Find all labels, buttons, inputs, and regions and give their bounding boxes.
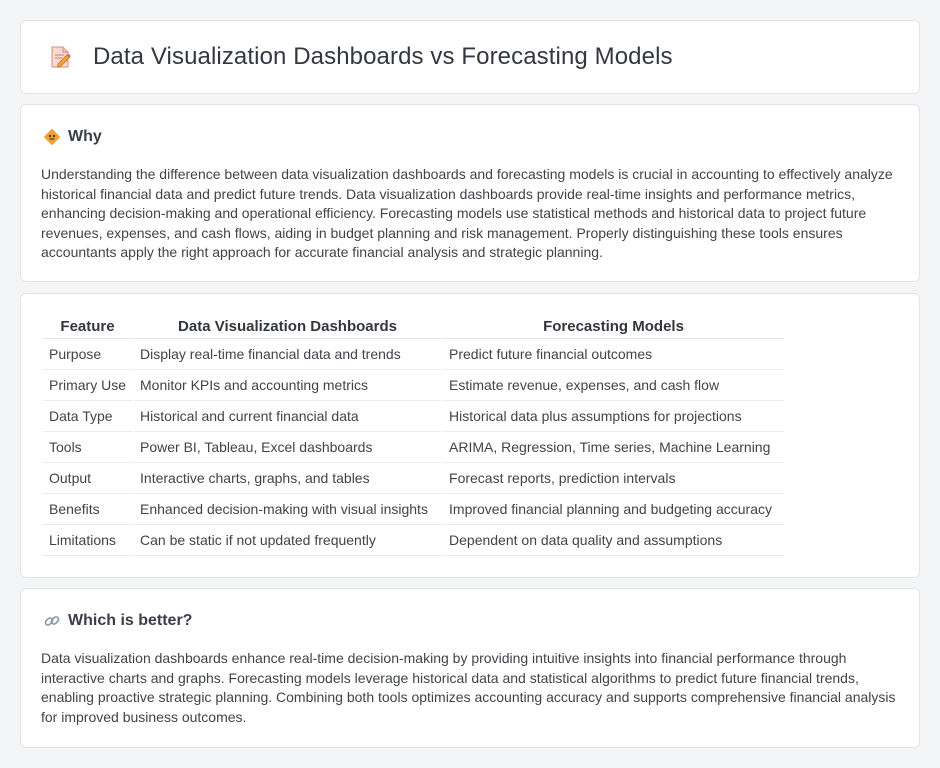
row-dashboards: Display real-time financial data and trends (133, 338, 442, 369)
table-row (43, 493, 784, 524)
row-forecasting: Estimate revenue, expenses, and cash flow (442, 369, 784, 400)
row-dashboards: Enhanced decision-making with visual insights (133, 493, 442, 524)
comparison-table (43, 314, 784, 556)
row-dashboards: Power BI, Tableau, Excel dashboards (133, 431, 442, 462)
why-heading: Why (68, 128, 102, 145)
page-title: Data Visualization Dashboards vs Forecasting Models (93, 43, 673, 70)
row-dashboards: Can be static if not updated frequently (133, 524, 442, 555)
link-icon (43, 612, 61, 630)
row-feature: Benefits (43, 493, 133, 524)
row-forecasting: ARIMA, Regression, Time series, Machine Learning (442, 431, 784, 462)
row-feature: Limitations (43, 524, 133, 555)
why-paragraph: Understanding the difference between data visualization dashboards and forecasting models is crucial in accounting to effectively analyze historical financial data and predict future trends. Data visualization dashboards provide real-time insights and performance metrics, enhancing decision-making and operational efficiency. Forecasting models use statistical methods and historical data to project future revenues, expenses, and cash flows, aiding in budget planning and risk management. Properly distinguishing these tools ensures accountants apply the right approach for accurate financial analysis and strategic planning. (41, 166, 893, 261)
row-dashboards: Historical and current financial data (133, 400, 442, 431)
table-row (43, 400, 784, 431)
why-card (20, 104, 920, 282)
which-better-card (20, 588, 920, 748)
row-forecasting: Improved financial planning and budgeting accuracy (442, 493, 784, 524)
row-forecasting: Predict future financial outcomes (442, 338, 784, 369)
document-pen-icon (47, 44, 73, 70)
header-feature: Feature (43, 314, 133, 338)
table-row (43, 462, 784, 493)
header-forecasting: Forecasting Models (442, 314, 784, 338)
row-feature: Primary Use (43, 369, 133, 400)
table-row (43, 431, 784, 462)
table-row (43, 338, 784, 369)
header-dashboards: Data Visualization Dashboards (133, 314, 442, 338)
diamond-sign-icon (43, 128, 61, 146)
better-heading: Which is better? (68, 612, 193, 629)
row-feature: Data Type (43, 400, 133, 431)
better-paragraph: Data visualization dashboards enhance real-time decision-making by providing intuitive insights into financial performance through interactive charts and graphs. Forecasting models leverage historical data and statistical algorithms to predict future financial trends, enabling proactive strategic planning. Combining both tools optimizes accounting accuracy and supports comprehensive financial analysis for improved business outcomes. (41, 650, 896, 725)
row-feature: Tools (43, 431, 133, 462)
row-forecasting: Dependent on data quality and assumptions (442, 524, 784, 555)
title-card (20, 20, 920, 94)
row-dashboards: Interactive charts, graphs, and tables (133, 462, 442, 493)
row-feature: Purpose (43, 338, 133, 369)
table-header-row (43, 314, 784, 338)
table-row (43, 369, 784, 400)
why-heading-row (21, 125, 919, 149)
row-dashboards: Monitor KPIs and accounting metrics (133, 369, 442, 400)
row-feature: Output (43, 462, 133, 493)
row-forecasting: Forecast reports, prediction intervals (442, 462, 784, 493)
comparison-card (20, 293, 920, 578)
table-row (43, 524, 784, 555)
better-heading-row (21, 609, 919, 633)
row-forecasting: Historical data plus assumptions for projections (442, 400, 784, 431)
